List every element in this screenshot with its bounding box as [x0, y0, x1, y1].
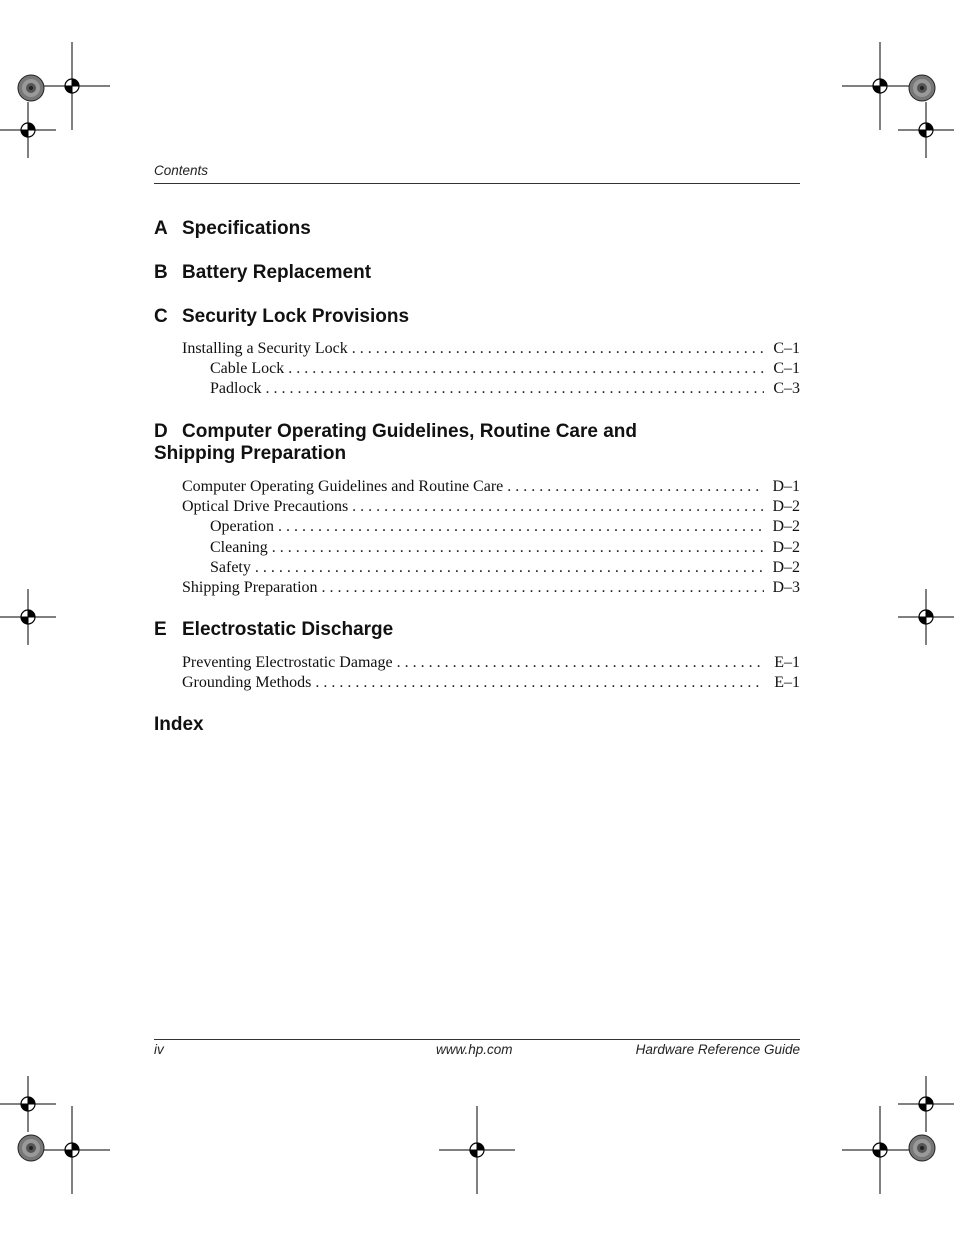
toc-entry-title: Shipping Preparation	[182, 578, 318, 596]
toc-entry-page: D–2	[772, 538, 800, 556]
toc-entry-page: C–3	[773, 380, 800, 398]
leader-dots	[507, 477, 764, 497]
toc-entry-title: Safety	[210, 558, 251, 576]
chapter-c-entries	[182, 339, 800, 400]
leader-dots	[266, 379, 764, 399]
chapter-letter: C	[154, 306, 168, 327]
index-heading[interactable]: Index	[154, 714, 204, 735]
leader-dots	[278, 517, 764, 537]
toc-entry-title: Padlock	[210, 380, 262, 398]
toc-entry[interactable]	[182, 578, 800, 598]
toc-entry[interactable]	[182, 517, 800, 537]
running-header: Contents	[154, 163, 209, 178]
toc-entry-page: D–3	[772, 578, 800, 596]
chapter-a-heading[interactable]	[154, 218, 714, 240]
toc-entry-page: D–2	[772, 498, 800, 516]
chapter-e-entries	[182, 653, 800, 693]
leader-dots	[315, 673, 764, 693]
chapter-title: Security Lock Provisions	[182, 306, 410, 327]
crosshair-target-icon	[0, 42, 954, 1194]
leader-dots	[272, 538, 764, 558]
toc-entry[interactable]	[182, 538, 800, 558]
toc-entry-title: Computer Operating Guidelines and Routine Care	[182, 478, 504, 495]
chapter-title: Electrostatic Discharge	[182, 619, 394, 640]
toc-entry[interactable]	[182, 477, 800, 497]
toc-entry-page: D–1	[772, 478, 800, 495]
footer-rule	[154, 1039, 800, 1040]
toc-entry[interactable]	[182, 673, 800, 693]
toc-entry[interactable]	[182, 558, 800, 578]
chapter-c-heading[interactable]	[154, 306, 714, 328]
toc-entry-page: C–1	[773, 340, 800, 357]
chapter-title-line1: Computer Operating Guidelines, Routine Care and	[182, 421, 637, 442]
leader-dots	[397, 653, 764, 673]
toc-entry-title: Optical Drive Precautions	[182, 498, 349, 516]
chapter-title-line2: Shipping Preparation	[154, 443, 347, 464]
toc-entry[interactable]	[182, 497, 800, 517]
toc-entry-title: Operation	[210, 518, 274, 536]
leader-dots	[352, 497, 764, 517]
footer-url: www.hp.com	[436, 1042, 513, 1057]
toc-entry-page: E–1	[774, 674, 800, 692]
chapter-title: Battery Replacement	[182, 262, 372, 283]
toc-entry-title: Preventing Electrostatic Damage	[182, 654, 393, 671]
footer-page-number: iv	[154, 1042, 164, 1057]
toc-entry-page: D–2	[772, 558, 800, 576]
header-rule	[154, 183, 800, 184]
chapter-d-heading[interactable]	[154, 421, 714, 465]
leader-dots	[255, 558, 764, 578]
toc-entry-title: Installing a Security Lock	[182, 340, 348, 357]
chapter-e-heading[interactable]	[154, 619, 714, 641]
chapter-d-entries	[182, 477, 800, 598]
chapter-letter: A	[154, 218, 168, 239]
footer-guide-title: Hardware Reference Guide	[635, 1042, 800, 1057]
toc-entry-title: Cleaning	[210, 538, 268, 556]
toc-entry-title: Cable Lock	[210, 360, 285, 378]
toc-entry-page: C–1	[773, 360, 800, 378]
leader-dots	[288, 359, 764, 379]
chapter-letter: D	[154, 421, 168, 442]
toc-entry[interactable]	[182, 359, 800, 379]
toc-entry-page: E–1	[774, 654, 800, 671]
chapter-title: Specifications	[182, 218, 311, 239]
toc-entry-title: Grounding Methods	[182, 674, 312, 692]
chapter-b-heading[interactable]	[154, 262, 714, 284]
leader-dots	[322, 578, 764, 598]
chapter-letter: E	[154, 619, 167, 640]
toc-entry-page: D–2	[772, 518, 800, 536]
chapter-letter: B	[154, 262, 168, 283]
toc-entry[interactable]	[182, 339, 800, 359]
leader-dots	[352, 339, 764, 359]
toc-entry[interactable]	[182, 379, 800, 399]
toc-entry[interactable]	[182, 653, 800, 673]
